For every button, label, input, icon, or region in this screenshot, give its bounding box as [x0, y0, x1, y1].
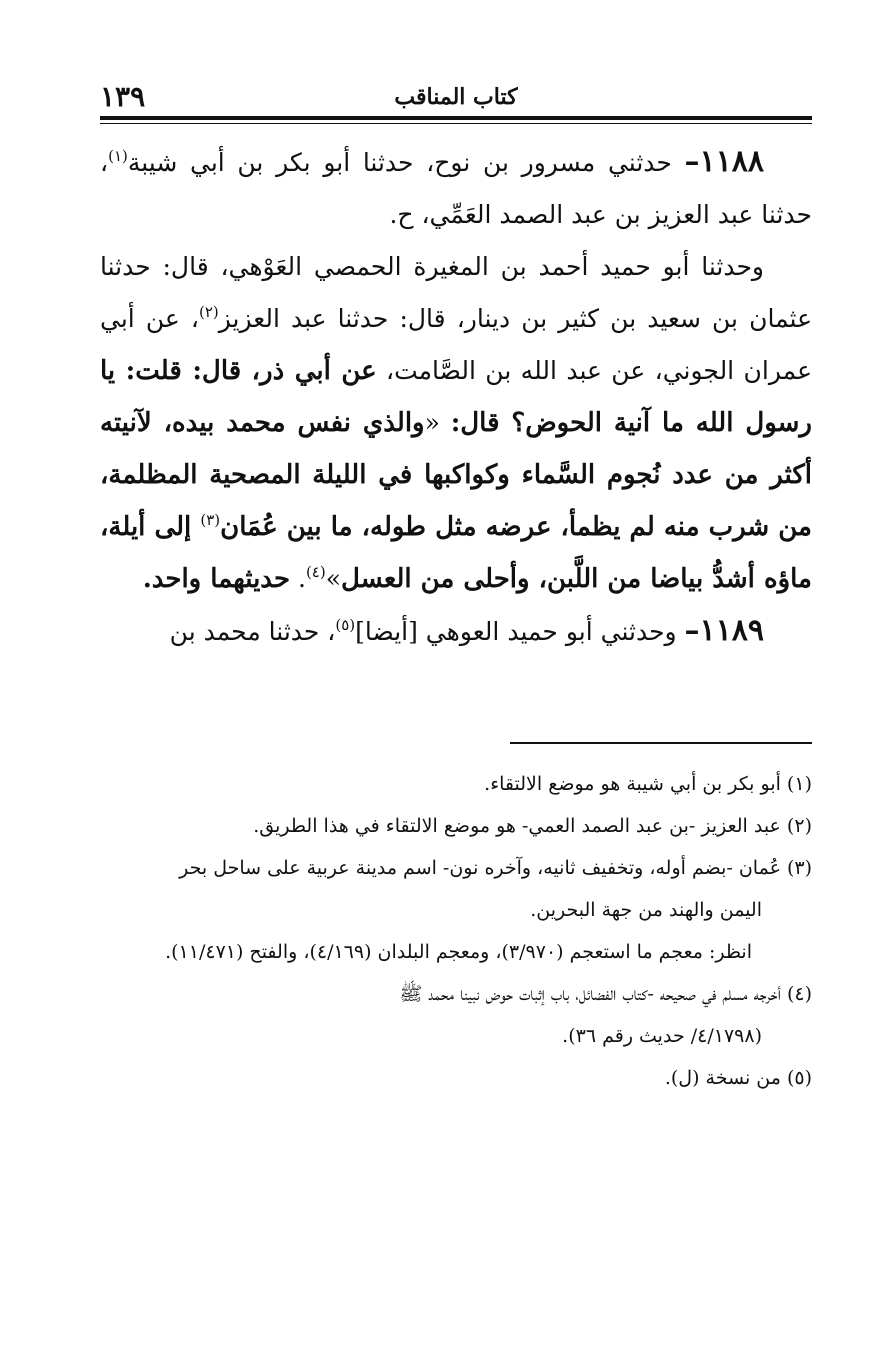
- hadith-number: ١١٨٩–: [684, 613, 764, 648]
- header-rule-thin: [100, 123, 812, 124]
- footnote-marker: (٤): [305, 563, 326, 581]
- page-header: [100, 78, 812, 114]
- footnote-marker: (٣): [200, 511, 221, 529]
- text-segment: ، حدثنا عبد العزيز بن عبد الصمد العَمِّي، ح.: [100, 148, 812, 229]
- text-segment: وحدثني أبو حميد العوهي [أيضا]: [355, 617, 685, 646]
- footnote-5: (٥) من نسخة (ل).: [664, 1067, 812, 1089]
- bold-text: حديثهما واحد.: [142, 564, 291, 594]
- hadith-1188: [100, 136, 812, 241]
- hadith-1189: [100, 605, 812, 658]
- hadith-number: ١١٨٨–: [684, 144, 764, 179]
- footnote-3-continued: اليمن والهند من جهة البحرين.: [530, 899, 762, 921]
- quote-close: »: [325, 564, 342, 593]
- footnote-separator: [510, 742, 812, 744]
- text-segment: وحدثنا أبو حميد أحمد بن المغيرة الحمصي العَوْهي، قال: حدثنا عثمان بن سعيد بن كثير بن دينار، قال: حدثنا عبد العزيز: [100, 252, 812, 333]
- main-text: [100, 136, 812, 658]
- header-rule: [100, 116, 812, 120]
- bold-text: والذي نفس محمد بيده، لآنيته أكثر من عدد نُجوم السَّماء وكواكبها في الليلة المصحية المظلمة، من شرب منه لم يظمأ، عرضه مثل طوله، ما بين عُمَان: [100, 408, 812, 542]
- hadith-1188-chain: [100, 241, 812, 605]
- text-segment: حدثني مسرور بن نوح، حدثنا أبو بكر بن أبي شيبة: [127, 148, 685, 177]
- footnote-3-reference: انظر: معجم ما استعجم (٣/٩٧٠)، ومعجم البلدان (٤/١٦٩)، والفتح (١١/٤٧١).: [165, 941, 752, 963]
- text-segment: .: [290, 564, 306, 593]
- bold-text: إلى أيلة، ماؤه أشدُّ بياضا من اللَّبن، وأحلى من العسل: [100, 512, 812, 594]
- text-segment: ، عن أبي عمران الجوني، عن عبد الله بن الصَّامت،: [100, 304, 812, 385]
- footnotes: [100, 765, 812, 1101]
- footnote-4-continued: (٤/١٧٩٨/ حديث رقم ٣٦).: [562, 1025, 762, 1047]
- footnote-3: (٣) عُمان -بضم أوله، وتخفيف ثانيه، وآخره نون- اسم مدينة عربية على ساحل بحر: [179, 857, 812, 879]
- footnote-2: (٢) عبد العزيز -بن عبد الصمد العمي- هو موضع الالتقاء في هذا الطريق.: [253, 815, 812, 837]
- footnote-marker: (٥): [335, 616, 356, 634]
- quote-open: «: [424, 408, 451, 437]
- text-segment: ، حدثنا محمد بن: [169, 617, 336, 646]
- bold-text: عن أبي ذر، قال: قلت: يا رسول الله ما آنية الحوض؟ قال:: [100, 356, 812, 438]
- book-title: كتاب المناقب: [394, 84, 518, 110]
- page-number: ١٣٩: [100, 80, 146, 113]
- footnote-marker: (١): [108, 147, 128, 165]
- footnote-4: (٤) أخرجه مسلم في صحيحه -كتاب الفضائل، باب إثبات حوض نبينا محمد ﷺ: [399, 983, 812, 1005]
- footnote-1: (١) أبو بكر بن أبي شيبة هو موضع الالتقاء.: [484, 773, 812, 795]
- footnote-marker: (٢): [198, 303, 219, 321]
